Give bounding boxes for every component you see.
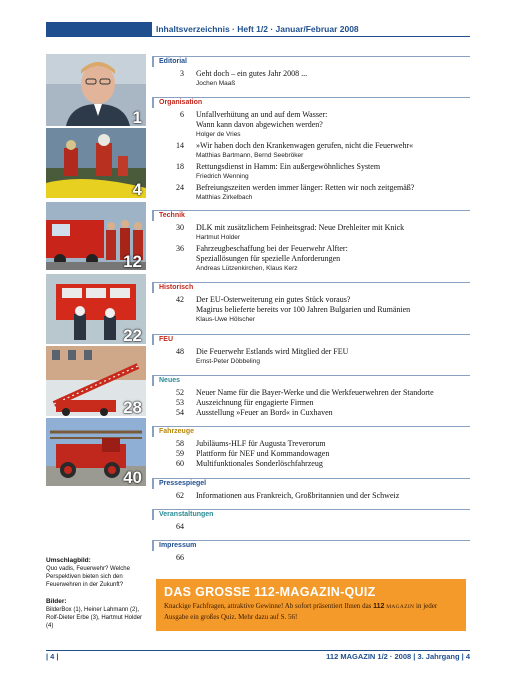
page-number: 58 [176,439,184,448]
section-label: FEU [159,336,173,343]
section-fahrzeuge [156,426,470,469]
page-number: 14 [176,141,184,150]
footer-page-number: | 4 | [46,652,59,661]
toc-entry[interactable] [156,491,470,501]
section-impressum [156,540,470,562]
photo-credits-label: Bilder: [46,598,67,605]
footer-rule [46,650,470,651]
section-label: Pressespiegel [159,480,207,487]
header-color-bar [46,22,152,37]
magazine-brand: 112 [373,603,385,610]
page-number: 62 [176,491,184,500]
page-number: 54 [176,408,184,417]
page-number: 48 [176,347,184,356]
section-feu [156,334,470,366]
section-label: Fahrzeuge [159,428,195,435]
toc-entry[interactable] [156,439,470,449]
article-author: Hartmut Holder [196,234,241,241]
thumbnail-page-number: 4 [132,180,142,198]
quiz-banner[interactable] [156,579,466,631]
section-rule [152,56,470,57]
page-number: 3 [180,69,184,78]
magazine-brand-suffix: MAGAZIN [386,604,415,610]
article-title: Fahrzeugbeschaffung bei der Feuerwehr Alfter: Speziallösungen für spezielle Anforderungen [196,244,348,263]
thumbnail-truck-crew[interactable] [46,202,146,270]
section-label: Editorial [159,58,188,65]
article-author: Friedrich Wenning [196,173,249,180]
section-pressespiegel [156,478,470,501]
toc-entry[interactable] [156,459,470,469]
toc-entry[interactable] [156,244,470,273]
article-author: Matthias Bartmann, Bernd Seebröker [196,152,304,159]
thumbnail-vintage-engine[interactable] [46,418,146,486]
thumbnail-page-number: 40 [123,468,142,486]
section-historisch [156,282,470,324]
article-title: Unfallverhütung an und auf dem Wasser: Wann kann davon abgewichen werden? [196,110,328,129]
section-label: Veranstaltungen [159,511,214,518]
section-label: Neues [159,377,181,384]
toc-entry[interactable] [156,449,470,459]
quiz-text: Knackige Fachfragen, attraktive Gewinne! Ab sofort präsentiert Ihnen das 112 MAGAZIN in jeder Ausgabe ein großes Quiz. Mehr dazu auf S. 56! [164,602,438,621]
article-title: Ausstellung »Feuer an Bord« in Cuxhaven [196,408,333,417]
toc-entry[interactable] [156,183,470,202]
section-label: Technik [159,212,185,219]
section-organisation [156,97,470,202]
article-title: Der EU-Osterweiterung ein gutes Stück voraus? Magirus belieferte bereits vor 100 Jahren Bulgarien und Rumänien [196,295,411,314]
article-title: Multifunktionales Sonderlöschfahrzeug [196,459,323,468]
photo-credits [46,598,150,630]
article-author: Klaus-Uwe Hölscher [196,316,255,323]
article-author: Andreas Lützenkirchen, Klaus Kerz [196,265,298,272]
toc-entry[interactable] [156,295,470,324]
section-label: Organisation [159,99,203,106]
thumbnail-firefighters[interactable] [46,128,146,198]
section-veranstaltungen [156,509,470,531]
article-title: »Wir haben doch den Krankenwagen gerufen, nicht die Feuerwehr« [196,141,414,150]
page-number: 53 [176,398,184,407]
article-title: DLK mit zusätzlichem Feinheitsgrad: Neue Drehleiter mit Knick [196,223,405,232]
section-label: Historisch [159,284,194,291]
article-title: Plattform für NEF und Kommandowagen [196,449,330,458]
toc-entry[interactable] [156,388,470,398]
article-title: Geht doch – ein gutes Jahr 2008 ... [196,69,308,78]
page-number: 30 [176,223,184,232]
thumbnail-page-number: 28 [123,398,142,416]
page-number: 36 [176,244,184,253]
section-neues [156,375,470,418]
article-author: Jochen Maaß [196,80,236,87]
page-number: 52 [176,388,184,397]
cover-note-text: Quo vadis, Feuerwehr? Welche Perspektiven bieten sich den Feuerwehren in der Zukunft? [46,566,130,588]
toc-entry[interactable] [156,110,470,139]
article-author: Ernst-Peter Döbbeling [196,358,260,365]
thumbnail-rescue[interactable] [46,274,146,344]
page-number: 24 [176,183,184,192]
toc-entry[interactable] [156,69,470,88]
page-title: Inhaltsverzeichnis · Heft 1/2 · Januar/Februar 2008 [156,24,359,34]
section-label: Impressum [159,542,197,549]
toc-entry[interactable] [156,408,470,418]
article-title: Die Feuerwehr Estlands wird Mitglied der FEU [196,347,349,356]
quiz-title: DAS GROSSE 112-MAGAZIN-QUIZ [164,585,376,599]
article-title: Jubiläums-HLF für Augusta Treverorum [196,439,326,448]
article-title: Neuer Name für die Bayer-Werke und die Werkfeuerwehren der Standorte [196,388,434,397]
header-rule [152,36,470,37]
page-number: 59 [176,449,184,458]
page-number: 60 [176,459,184,468]
section-editorial [156,56,470,88]
thumbnail-page-number: 12 [123,252,142,270]
page-number: 18 [176,162,184,171]
firefighters-image [46,128,146,198]
thumbnail-portrait[interactable] [46,54,146,126]
page-number: 42 [176,295,184,304]
footer-magazine-info: 112 MAGAZIN 1/2 · 2008 | 3. Jahrgang | 4 [326,652,470,661]
article-title: Befreiungszeiten werden immer länger: Retten wir noch zeitgemäß? [196,183,415,192]
cover-note-label: Umschlagbild: [46,557,91,564]
article-author: Matthias Zirkelbach [196,194,253,201]
page-number: 66 [176,553,184,562]
article-title: Rettungsdienst in Hamm: Ein außergewöhnliches System [196,162,381,171]
toc-entry[interactable] [156,141,470,160]
article-title: Informationen aus Frankreich, Großbritannien und der Schweiz [196,491,400,500]
article-author: Holger de Vries [196,131,241,138]
toc-entry[interactable] [156,162,470,181]
toc-entry[interactable] [156,223,470,242]
thumbnail-ladder[interactable] [46,346,146,416]
article-title: Auszeichnung für engagierte Firmen [196,398,314,407]
portrait-image [46,54,146,126]
page-number: 64 [176,522,184,531]
thumbnail-page-number: 22 [123,326,142,344]
section-technik [156,210,470,273]
cover-note [46,557,150,589]
photo-credits-text: BilderBox (1), Heiner Lahmann (2), Rolf-Dieter Erbe (3), Hartmut Holder (4) [46,607,143,629]
thumbnail-page-number: 1 [132,108,142,126]
page-number: 6 [180,110,184,119]
toc-entry[interactable] [156,347,470,366]
toc-entry[interactable] [156,398,470,408]
